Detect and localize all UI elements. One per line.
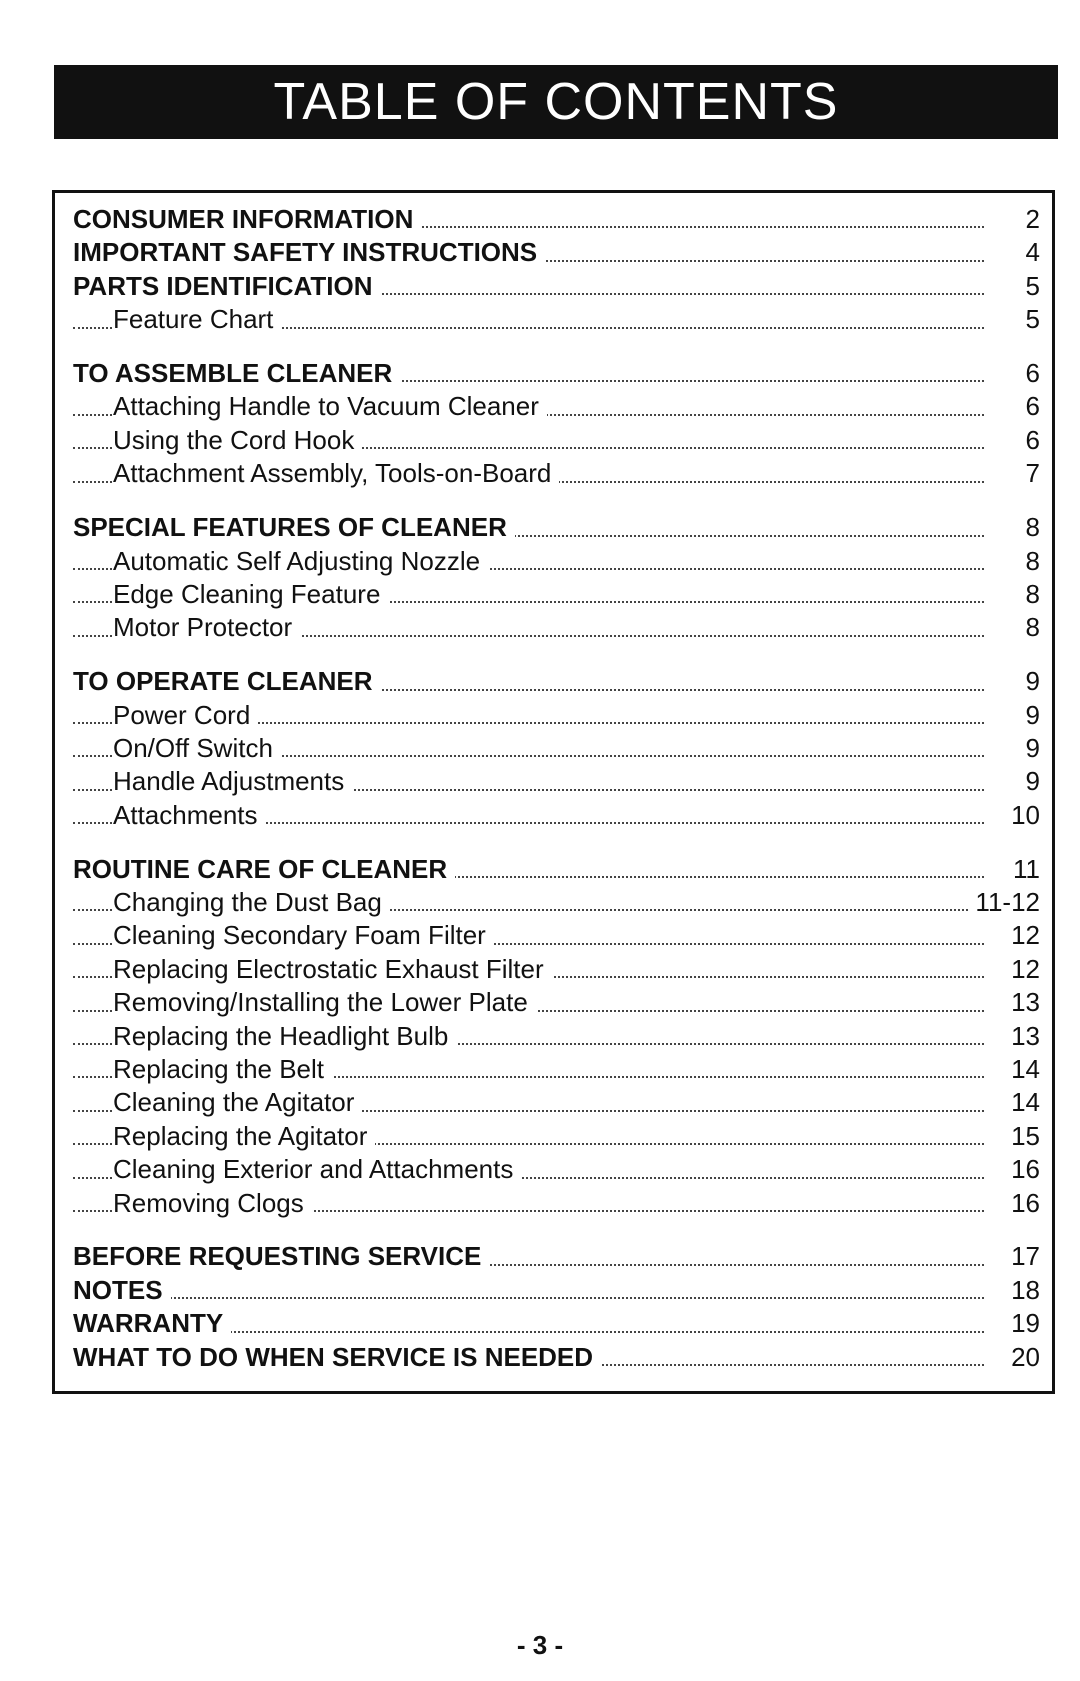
toc-section-entry[interactable] [73,1274,1040,1307]
toc-entry-page: 9 [1020,699,1040,732]
toc-subsection-entry[interactable] [73,886,1040,919]
toc-entry-title: TO ASSEMBLE CLEANER [73,357,400,390]
toc-entry-title: Replacing the Agitator [113,1120,375,1153]
toc-section-entry[interactable] [73,236,1040,269]
toc-subsection-entry[interactable] [73,611,1040,644]
toc-subsection-entry[interactable] [73,1086,1040,1119]
toc-entry-page: 20 [1005,1341,1040,1374]
toc-entry-page: 6 [1020,357,1040,390]
toc-section-entry[interactable] [73,853,1040,886]
table-of-contents [52,190,1055,1394]
toc-entry-page: 13 [1005,1020,1040,1053]
toc-entry-title: Attachments [113,799,266,832]
toc-section-entry[interactable] [73,270,1040,303]
toc-entry-title: NOTES [73,1274,171,1307]
toc-list [73,203,1040,1374]
toc-subsection-entry[interactable] [73,424,1040,457]
toc-entry-page: 5 [1020,303,1040,336]
toc-section-entry[interactable] [73,357,1040,390]
toc-entry-title: TO OPERATE CLEANER [73,665,381,698]
toc-entry-page: 4 [1020,236,1040,269]
toc-subsection-entry[interactable] [73,953,1040,986]
toc-subsection-entry[interactable] [73,1153,1040,1186]
toc-subsection-entry[interactable] [73,1020,1040,1053]
toc-entry-page: 16 [1005,1187,1040,1220]
toc-entry-page: 17 [1005,1240,1040,1273]
toc-entry-title: Cleaning Exterior and Attachments [113,1153,521,1186]
toc-entry-title: Handle Adjustments [113,765,352,798]
toc-entry-page: 19 [1005,1307,1040,1340]
toc-entry-page: 15 [1005,1120,1040,1153]
toc-entry-page: 5 [1020,270,1040,303]
toc-subsection-entry[interactable] [73,303,1040,336]
toc-entry-title: ROUTINE CARE OF CLEANER [73,853,455,886]
toc-section-entry[interactable] [73,1307,1040,1340]
toc-subsection-entry[interactable] [73,457,1040,490]
toc-entry-title: IMPORTANT SAFETY INSTRUCTIONS [73,236,545,269]
toc-subsection-entry[interactable] [73,986,1040,1019]
toc-entry-title: CONSUMER INFORMATION [73,203,421,236]
toc-entry-title: Replacing the Belt [113,1053,332,1086]
toc-entry-page: 7 [1020,457,1040,490]
toc-subsection-entry[interactable] [73,732,1040,765]
toc-subsection-entry[interactable] [73,799,1040,832]
toc-entry-page: 14 [1005,1086,1040,1119]
dot-leader [73,1297,984,1299]
toc-entry-title: WARRANTY [73,1307,231,1340]
toc-entry-title: Removing Clogs [113,1187,312,1220]
toc-entry-page: 6 [1020,390,1040,423]
toc-entry-page: 11-12 [969,886,1040,919]
toc-entry-title: PARTS IDENTIFICATION [73,270,380,303]
toc-entry-page: 8 [1020,611,1040,644]
toc-subsection-entry[interactable] [73,699,1040,732]
toc-entry-title: Using the Cord Hook [113,424,362,457]
toc-entry-page: 16 [1005,1153,1040,1186]
toc-entry-page: 9 [1020,665,1040,698]
toc-subsection-entry[interactable] [73,765,1040,798]
toc-section-entry[interactable] [73,1341,1040,1374]
toc-entry-title: Feature Chart [113,303,281,336]
toc-entry-title: Attaching Handle to Vacuum Cleaner [113,390,547,423]
toc-entry-title: Edge Cleaning Feature [113,578,388,611]
toc-subsection-entry[interactable] [73,1053,1040,1086]
toc-entry-title: Automatic Self Adjusting Nozzle [113,545,488,578]
toc-entry-page: 14 [1005,1053,1040,1086]
toc-section-entry[interactable] [73,203,1040,236]
toc-entry-title: Motor Protector [113,611,300,644]
toc-entry-page: 12 [1005,953,1040,986]
toc-entry-title: Changing the Dust Bag [113,886,390,919]
page-title: TABLE OF CONTENTS [54,65,1058,139]
toc-section-entry[interactable] [73,1240,1040,1273]
toc-entry-page: 18 [1005,1274,1040,1307]
toc-subsection-entry[interactable] [73,1120,1040,1153]
toc-entry-title: BEFORE REQUESTING SERVICE [73,1240,489,1273]
toc-entry-page: 2 [1020,203,1040,236]
toc-entry-page: 12 [1005,919,1040,952]
toc-subsection-entry[interactable] [73,919,1040,952]
toc-entry-title: On/Off Switch [113,732,281,765]
toc-section-entry[interactable] [73,511,1040,544]
toc-entry-title: Replacing Electrostatic Exhaust Filter [113,953,552,986]
toc-entry-title: WHAT TO DO WHEN SERVICE IS NEEDED [73,1341,601,1374]
toc-entry-title: Cleaning the Agitator [113,1086,362,1119]
toc-entry-page: 9 [1020,765,1040,798]
toc-entry-page: 8 [1020,511,1040,544]
toc-entry-page: 6 [1020,424,1040,457]
toc-subsection-entry[interactable] [73,390,1040,423]
toc-entry-title: Replacing the Headlight Bulb [113,1020,456,1053]
toc-entry-title: SPECIAL FEATURES OF CLEANER [73,511,515,544]
toc-entry-title: Cleaning Secondary Foam Filter [113,919,494,952]
toc-section-entry[interactable] [73,665,1040,698]
toc-entry-title: Power Cord [113,699,258,732]
toc-entry-page: 8 [1020,545,1040,578]
page-number: - 3 - [516,1630,564,1660]
toc-entry-title: Attachment Assembly, Tools-on-Board [113,457,559,490]
toc-entry-title: Removing/Installing the Lower Plate [113,986,536,1019]
toc-entry-page: 8 [1020,578,1040,611]
toc-entry-page: 10 [1005,799,1040,832]
toc-entry-page: 13 [1005,986,1040,1019]
toc-subsection-entry[interactable] [73,1187,1040,1220]
toc-subsection-entry[interactable] [73,578,1040,611]
toc-entry-page: 9 [1020,732,1040,765]
toc-entry-page: 11 [1007,853,1040,886]
toc-subsection-entry[interactable] [73,545,1040,578]
